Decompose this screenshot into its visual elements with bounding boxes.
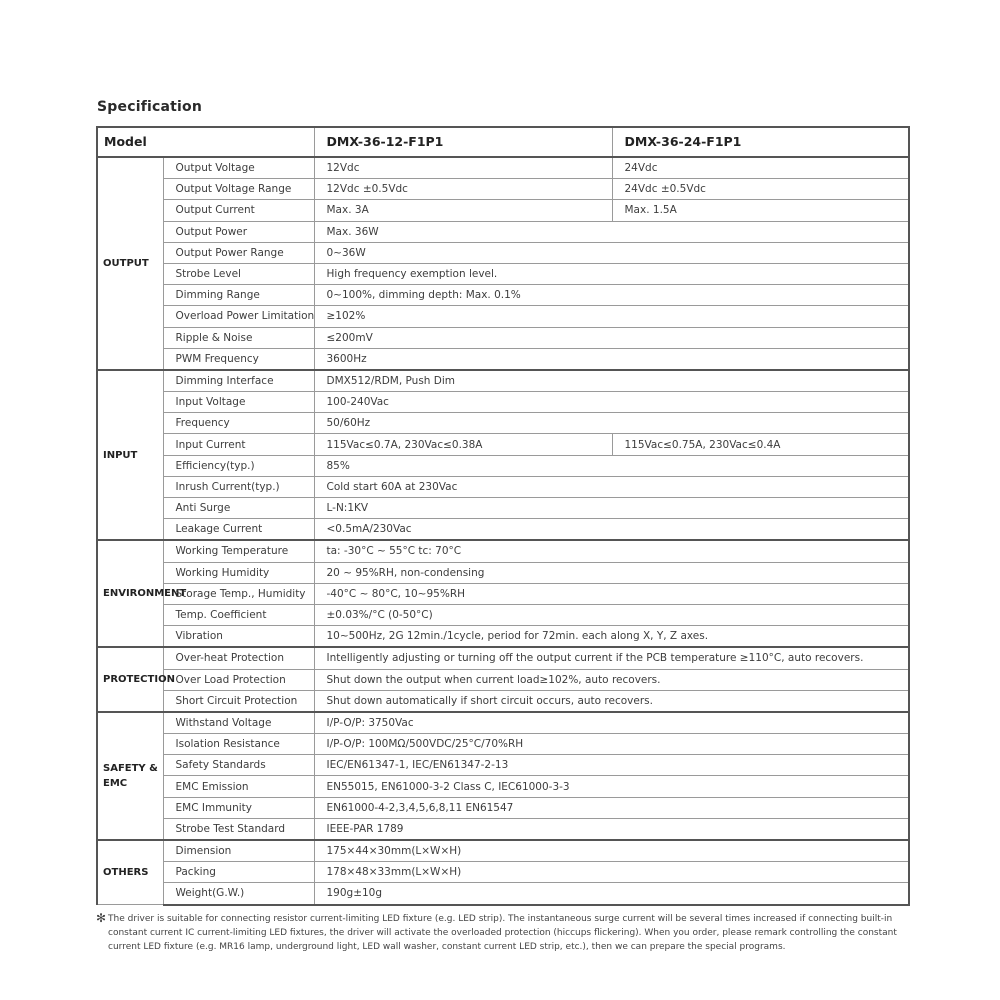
table-row (97, 348, 909, 370)
spec-value: I/P-O/P: 100MΩ/500VDC/25°C/70%RH (314, 734, 909, 755)
table-row (97, 562, 909, 583)
spec-label: Efficiency(typ.) (163, 455, 314, 476)
spec-value: ≤200mV (314, 327, 909, 348)
group-label: ENVIRONMENT (97, 540, 163, 647)
table-row (97, 647, 909, 669)
model-header: Model (97, 127, 314, 157)
spec-label: EMC Immunity (163, 797, 314, 818)
spec-value: -40°C ~ 80°C, 10~95%RH (314, 583, 909, 604)
spec-value: IEC/EN61347-1, IEC/EN61347-2-13 (314, 755, 909, 776)
spec-label: Withstand Voltage (163, 712, 314, 734)
table-row (97, 583, 909, 604)
spec-label: Frequency (163, 413, 314, 434)
spec-label: Isolation Resistance (163, 734, 314, 755)
spec-value-col1: Max. 3A (314, 200, 612, 221)
table-row (97, 263, 909, 284)
spec-label: Short Circuit Protection (163, 690, 314, 712)
spec-value-col1: 12Vdc (314, 157, 612, 179)
spec-value: 0~36W (314, 242, 909, 263)
table-row (97, 797, 909, 818)
spec-value: Shut down the output when current load≥102%, auto recovers. (314, 669, 909, 690)
table-row (97, 434, 909, 455)
table-row (97, 455, 909, 476)
spec-value: 190g±10g (314, 883, 909, 905)
table-row (97, 392, 909, 413)
group-label: SAFETY & EMC (97, 712, 163, 840)
table-row (97, 818, 909, 840)
page-title: Specification (97, 99, 203, 115)
spec-value: 50/60Hz (314, 413, 909, 434)
table-row (97, 669, 909, 690)
spec-value: <0.5mA/230Vac (314, 519, 909, 541)
group-label: PROTECTION (97, 647, 163, 712)
group-label: INPUT (97, 370, 163, 541)
table-row (97, 604, 909, 625)
table-row (97, 862, 909, 883)
spec-value-col2: 24Vdc (612, 157, 909, 179)
spec-label: Output Voltage (163, 157, 314, 179)
table-row (97, 200, 909, 221)
table-row (97, 690, 909, 712)
spec-value: L-N:1KV (314, 498, 909, 519)
spec-label: Input Current (163, 434, 314, 455)
spec-value: EN55015, EN61000-3-2 Class C, IEC61000-3-3 (314, 776, 909, 797)
spec-value: 20 ~ 95%RH, non-condensing (314, 562, 909, 583)
spec-label: Output Voltage Range (163, 179, 314, 200)
spec-value-col2: 24Vdc ±0.5Vdc (612, 179, 909, 200)
spec-label: Strobe Test Standard (163, 818, 314, 840)
spec-value: ±0.03%/°C (0-50°C) (314, 604, 909, 625)
table-row (97, 755, 909, 776)
spec-value: 175×44×30mm(L×W×H) (314, 840, 909, 862)
spec-value: I/P-O/P: 3750Vac (314, 712, 909, 734)
spec-value: Cold start 60A at 230Vac (314, 476, 909, 497)
table-row (97, 626, 909, 648)
spec-value: Shut down automatically if short circuit occurs, auto recovers. (314, 690, 909, 712)
group-label: OTHERS (97, 840, 163, 905)
table-row (97, 476, 909, 497)
spec-label: Over-heat Protection (163, 647, 314, 669)
spec-value: 85% (314, 455, 909, 476)
table-row (97, 221, 909, 242)
spec-value-col2: 115Vac≤0.75A, 230Vac≤0.4A (612, 434, 909, 455)
spec-value: EN61000-4-2,3,4,5,6,8,11 EN61547 (314, 797, 909, 818)
spec-label: Anti Surge (163, 498, 314, 519)
spec-label: Dimming Interface (163, 370, 314, 392)
spec-label: Working Temperature (163, 540, 314, 562)
spec-label: Strobe Level (163, 263, 314, 284)
group-label: OUTPUT (97, 157, 163, 370)
spec-label: Output Power (163, 221, 314, 242)
table-row (97, 413, 909, 434)
spec-value: IEEE-PAR 1789 (314, 818, 909, 840)
table-row (97, 179, 909, 200)
spec-value: Max. 36W (314, 221, 909, 242)
spec-value: ≥102% (314, 306, 909, 327)
spec-label: Ripple & Noise (163, 327, 314, 348)
table-row (97, 776, 909, 797)
spec-label: Inrush Current(typ.) (163, 476, 314, 497)
spec-label: Working Humidity (163, 562, 314, 583)
spec-label: Vibration (163, 626, 314, 648)
spec-label: PWM Frequency (163, 348, 314, 370)
table-header-row (97, 127, 909, 157)
spec-label: Over Load Protection (163, 669, 314, 690)
spec-value: 3600Hz (314, 348, 909, 370)
spec-value-col1: 12Vdc ±0.5Vdc (314, 179, 612, 200)
spec-label: Weight(G.W.) (163, 883, 314, 905)
spec-label: Packing (163, 862, 314, 883)
table-row (97, 157, 909, 179)
spec-label: Overload Power Limitation (163, 306, 314, 327)
footnote-text: The driver is suitable for connecting resistor current-limiting LED fixture (e.g. LED strip). The instantaneous surge current will be several times increased if connecting built-in constant current IC current-limiting LED fixtures, the driver will activate the overloaded protection (hiccups flickering). When you order, please remark controlling the constant current LED fixture (e.g. MR16 lamp, underground light, LED wall washer, constant current LED strip, etc.), then we can prepare the special programs. (108, 914, 897, 952)
spec-label: EMC Emission (163, 776, 314, 797)
table-row (97, 327, 909, 348)
spec-label: Dimension (163, 840, 314, 862)
spec-value-col2: Max. 1.5A (612, 200, 909, 221)
spec-value-col1: 115Vac≤0.7A, 230Vac≤0.38A (314, 434, 612, 455)
spec-value: Intelligently adjusting or turning off the output current if the PCB temperature ≥110°C, auto recovers. (314, 647, 909, 669)
spec-label: Output Current (163, 200, 314, 221)
spec-label: Input Voltage (163, 392, 314, 413)
spec-label: Temp. Coefficient (163, 604, 314, 625)
spec-label: Safety Standards (163, 755, 314, 776)
specification-table (96, 126, 910, 906)
spec-value: 10~500Hz, 2G 12min./1cycle, period for 72min. each along X, Y, Z axes. (314, 626, 909, 648)
spec-label: Dimming Range (163, 285, 314, 306)
table-row (97, 840, 909, 862)
spec-value: 0~100%, dimming depth: Max. 0.1% (314, 285, 909, 306)
model-col1-header: DMX-36-12-F1P1 (314, 127, 612, 157)
table-row (97, 306, 909, 327)
spec-label: Storage Temp., Humidity (163, 583, 314, 604)
table-row (97, 285, 909, 306)
spec-label: Leakage Current (163, 519, 314, 541)
spec-label: Output Power Range (163, 242, 314, 263)
model-col2-header: DMX-36-24-F1P1 (612, 127, 909, 157)
spec-value: DMX512/RDM, Push Dim (314, 370, 909, 392)
spec-value: High frequency exemption level. (314, 263, 909, 284)
table-row (97, 242, 909, 263)
table-row (97, 519, 909, 541)
table-row (97, 734, 909, 755)
table-row (97, 540, 909, 562)
footnote (96, 912, 912, 954)
table-row (97, 883, 909, 905)
table-row (97, 498, 909, 519)
spec-value: 100-240Vac (314, 392, 909, 413)
spec-value: 178×48×33mm(L×W×H) (314, 862, 909, 883)
table-row (97, 712, 909, 734)
table-row (97, 370, 909, 392)
asterisk-icon: ✻ (96, 911, 107, 925)
spec-value: ta: -30°C ~ 55°C tc: 70°C (314, 540, 909, 562)
